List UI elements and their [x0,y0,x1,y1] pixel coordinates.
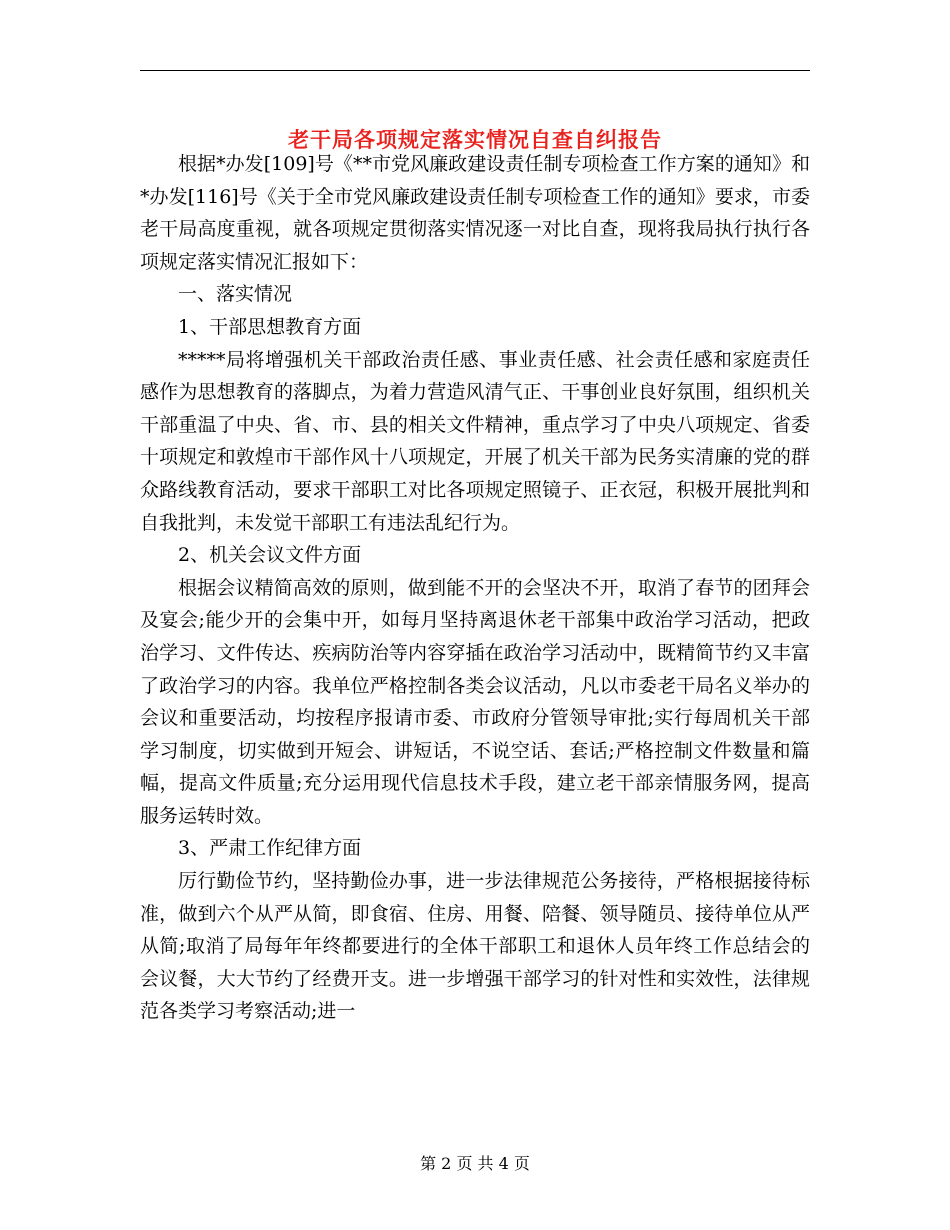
paragraph-education: *****局将增强机关干部政治责任感、事业责任感、社会责任感和家庭责任感作为思想教育的落脚点，为着力营造风清气正、干事创业良好氛围，组织机关干部重温了中央、省、市、县的相关文件精神，重点学习了中央八项规定、省委十项规定和敦煌市干部作风十八项规定，开展了机关干部为民务实清廉的党的群众路线教育活动，要求干部职工对比各项规定照镜子、正衣冠，积极开展批判和自我批判，未发觉干部职工有违法乱纪行为。 [140,348,810,534]
header-rule [140,70,810,71]
subsection-heading-discipline: 3、严肃工作纪律方面 [178,837,362,860]
paragraph-meetings: 根据会议精简高效的原则，做到能不开的会坚决不开，取消了春节的团拜会及宴会;能少开的会集中开，如每月坚持离退休老干部集中政治学习活动，把政治学习、文件传达、疾病防治等内容穿插在政治学习活动中，既精简节约又丰富了政治学习的内容。我单位严格控制各类会议活动，凡以市委老干局名义举办的会议和重要活动，均按程序报请市委、市政府分管领导审批;实行每周机关干部学习制度，切实做到开短会、讲短话，不说空话、套话;严格控制文件数量和篇幅，提高文件质量;充分运用现代信息技术手段，建立老干部亲情服务网，提高服务运转时效。 [140,576,810,827]
paragraph-discipline: 厉行勤俭节约，坚持勤俭办事，进一步法律规范公务接待，严格根据接待标准，做到六个从严从简，即食宿、住房、用餐、陪餐、领导随员、接待单位从严从简;取消了局每年年终都要进行的全体干部职工和退休人员年终工作总结会的会议餐，大大节约了经费开支。进一步增强干部学习的针对性和实效性，法律规范各类学习考察活动;进一 [140,870,810,1023]
subsection-heading-education: 1、干部思想教育方面 [178,315,362,338]
document-title: 老干局各项规定落实情况自查自纠报告 [288,127,662,153]
section-heading-implementation: 一、落实情况 [178,283,293,306]
intro-paragraph: 根据*办发[109]号《**市党风廉政建设责任制专项检查工作方案的通知》和*办发[116]号《关于全市党风廉政建设责任制专项检查工作的通知》要求，市委老干局高度重视，就各项规定贯彻落实情况逐一对比自查，现将我局执行执行各项规定落实情况汇报如下： [140,153,810,273]
document-body [140,148,810,1028]
page-number: 第 2 页 共 4 页 [420,1154,530,1173]
subsection-heading-meetings: 2、机关会议文件方面 [178,544,362,567]
